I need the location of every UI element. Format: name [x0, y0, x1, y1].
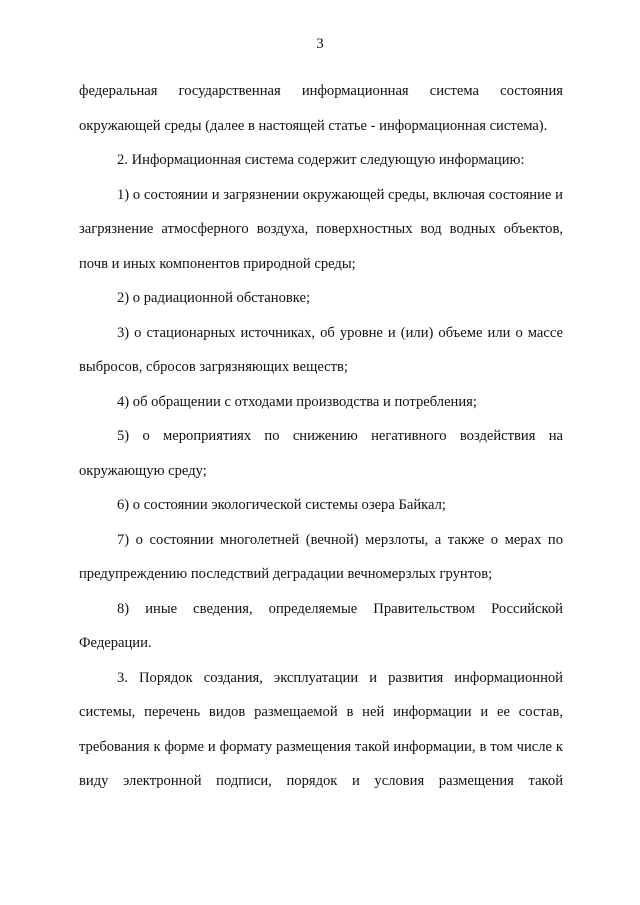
paragraph-3: 3. Порядок создания, эксплуатации и развития информационной системы, перечень видов размещаемой в ней информации и ее состав, требования к форме и формату размещения такой информации, в том числе к виду электронной подписи, порядок и условия размещения такой	[79, 669, 563, 789]
list-item-3: 3) о стационарных источниках, об уровне и (или) объеме или о массе выбросов, сбросов загрязняющих веществ;	[79, 324, 563, 375]
page-number: 3	[316, 36, 324, 52]
list-item-2: 2) о радиационной обстановке;	[117, 290, 311, 306]
list-item-7: 7) о состоянии многолетней (вечной) мерзлоты, а также о мерах по предупреждению последствий деградации вечномерзлых грунтов;	[79, 531, 563, 582]
list-item-5: 5) о мероприятиях по снижению негативного воздействия на окружающую среду;	[79, 428, 563, 479]
list-item-4: 4) об обращении с отходами производства и потребления;	[117, 393, 477, 410]
list-item-6: 6) о состоянии экологической системы озера Байкал;	[117, 497, 446, 513]
list-item-8: 8) иные сведения, определяемые Правительством Российской Федерации.	[79, 600, 563, 651]
paragraph-2-intro: 2. Информационная система содержит следующую информацию:	[117, 152, 525, 168]
list-item-1: 1) о состоянии и загрязнении окружающей среды, включая состояние и загрязнение атмосферного воздуха, поверхностных вод водных объектов, почв и иных компонентов природной среды;	[79, 186, 563, 272]
document-body	[79, 74, 563, 799]
paragraph-continuation: федеральная государственная информационная система состояния окружающей среды (далее в настоящей статье - информационная система).	[79, 83, 563, 134]
